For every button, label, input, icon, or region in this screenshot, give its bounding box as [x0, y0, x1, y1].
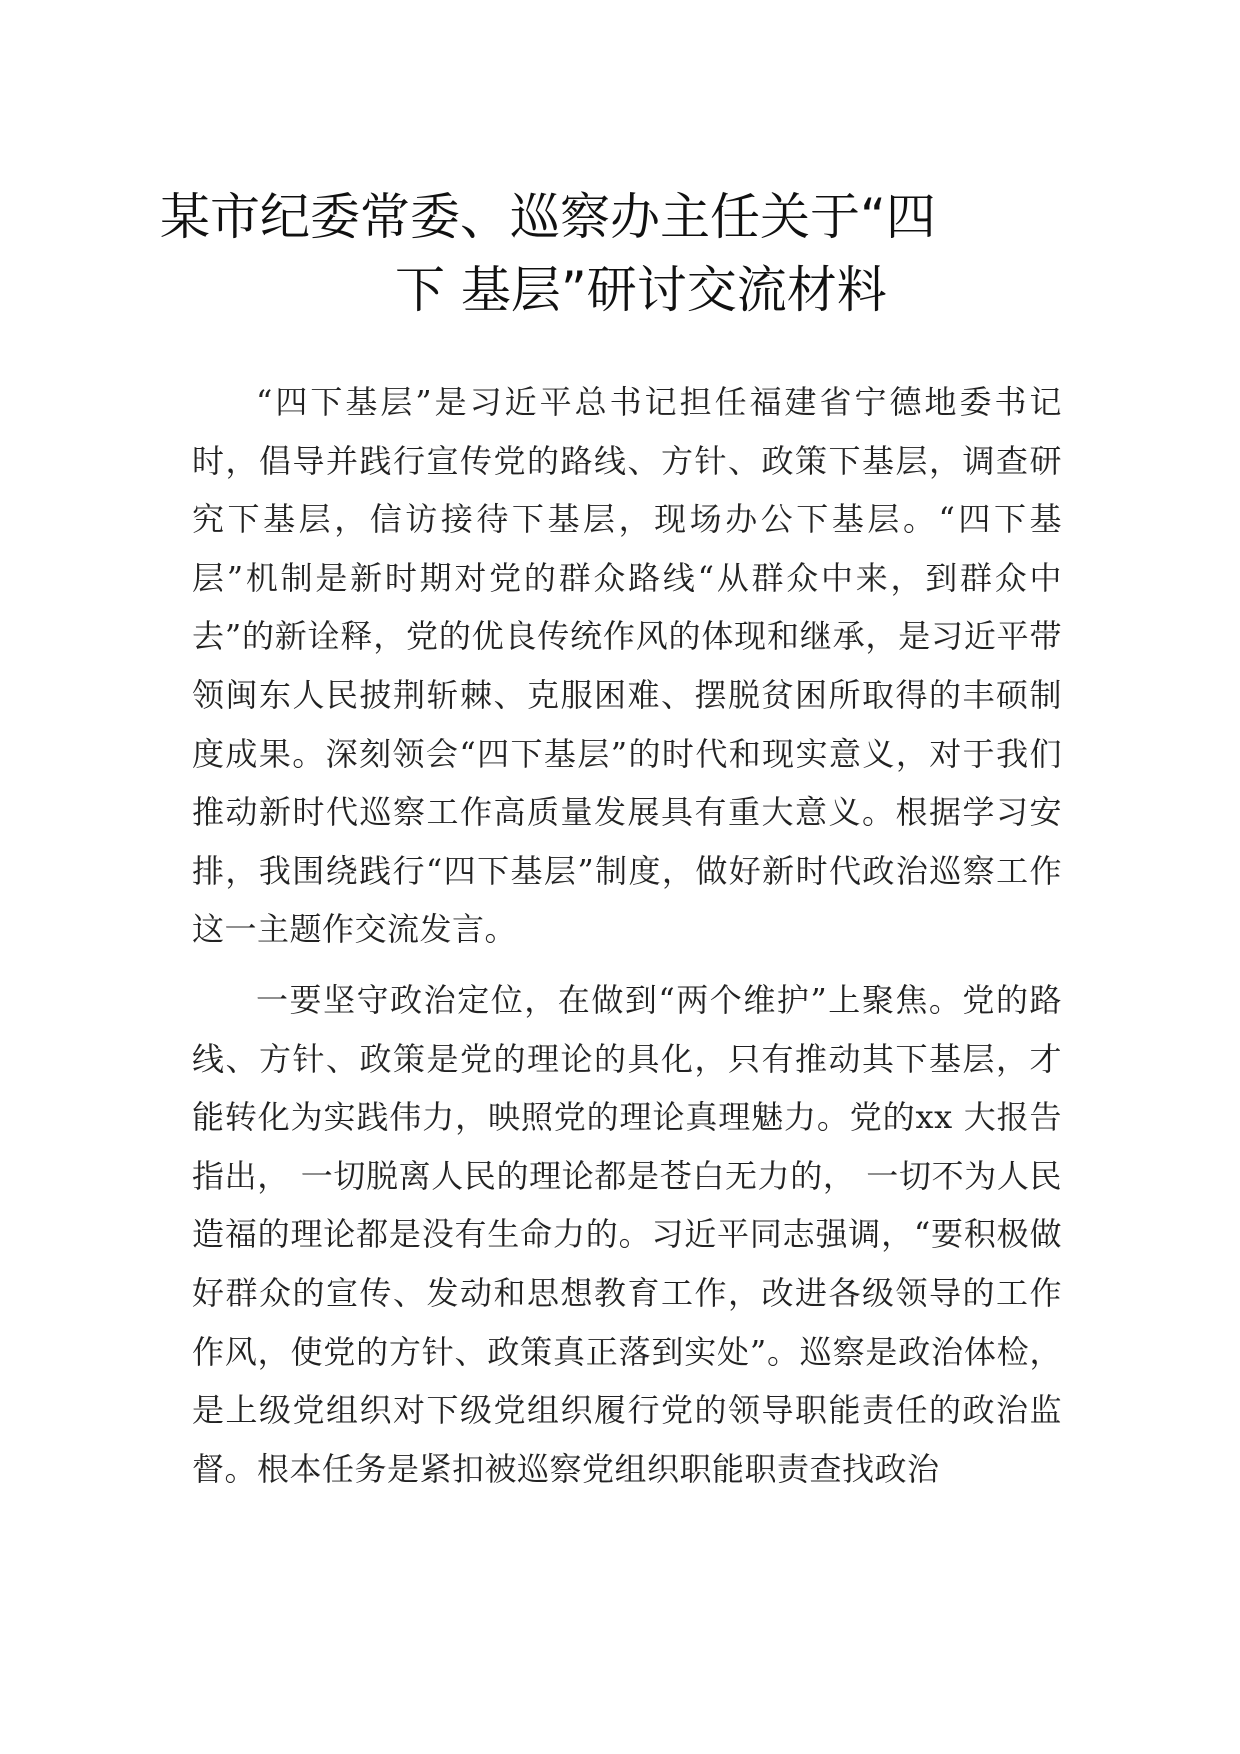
- document-body: [192, 373, 1062, 1498]
- title-line-2: 下 基层”研讨交流材料: [395, 261, 887, 319]
- paragraph-point-one: 一要坚守政治定位，在做到“两个维护”上聚焦。党的路线、方针、政策是党的理论的具化，只有推动其下基层，才能转化为实践伟力，映照党的理论真理魅力。党的xx 大报告指出， 一切脱离人民的理论都是苍白无力的， 一切不为人民造福的理论都是没有生命力的。习近平同志强调，“要积极做好群众的宣传、发动和思想教育工作，改进各级领导的工作作风，使党的方针、政策真正落到实处”。巡察是政治体检，是上级党组织对下级党组织履行党的领导职能责任的政治监督。根本任务是紧扣被巡察党组织职能职责查找政治: [192, 980, 1062, 1488]
- paragraph-intro: “四下基层”是习近平总书记担任福建省宁德地委书记时，倡导并践行宣传党的路线、方针、政策下基层，调查研究下基层，信访接待下基层，现场办公下基层。“四下基层”机制是新时期对党的群众路线“从群众中来，到群众中去”的新诠释，党的优良传统作风的体现和继承，是习近平带领闽东人民披荆斩棘、克服困难、摆脱贫困所取得的丰硕制度成果。深刻领会“四下基层”的时代和现实意义，对于我们推动新时代巡察工作高质量发展具有重大意义。根据学习安排，我围绕践行“四下基层”制度，做好新时代政治巡察工作这一主题作交流发言。: [192, 383, 1062, 949]
- document-title: [160, 182, 1080, 328]
- title-line-1: 某市纪委常委、巡察办主任关于“四: [160, 188, 936, 246]
